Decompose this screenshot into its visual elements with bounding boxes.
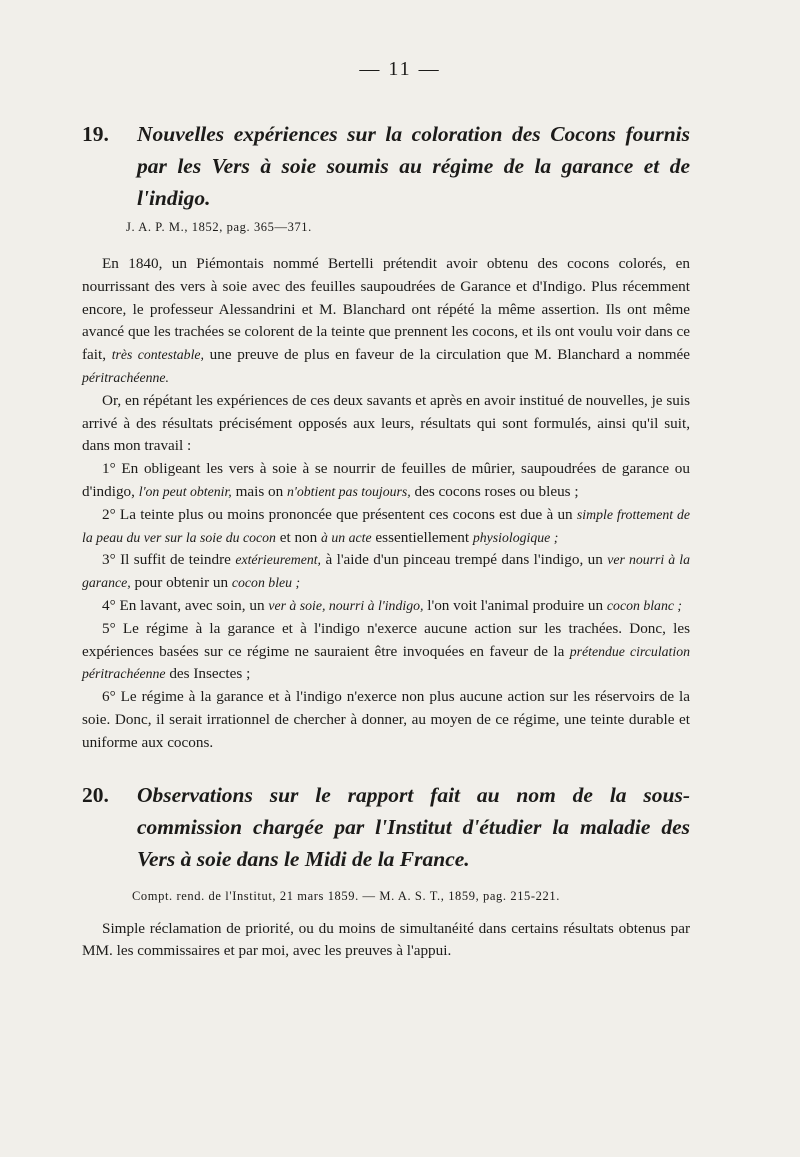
item2-italic-3: physiologique ; <box>472 529 559 545</box>
item5-text: 5° Le régime à la garance et à l'indigo n'exerce aucune action sur les trachées. Donc, les expériences basées sur ce régime ne sauraient être invoquées en faveur de la <box>82 619 690 660</box>
item4-italic: ver à soie, nourri à l'indigo, <box>268 597 424 613</box>
section-20-heading <box>82 779 690 875</box>
section-19-number: 19. <box>82 122 109 146</box>
para1-text: En 1840, un Piémontais nommé Bertelli prétendit avoir obtenu des cocons colorés, en nourrissant des vers à soie avec des feuilles saupoudrées de Garance et d'Indigo. Plus récemment encore, le professeur Alessandrini et M. Blanchard ont répété la même assertion. Ils ont même avancé que les trachées se colorent de la teinte que prennent les cocons, et ils ont voulu voir dans ce fait, <box>82 255 690 364</box>
page-content <box>82 118 690 963</box>
item3-text-2: à l'aide d'un pinceau trempé dans l'indigo, un <box>325 551 603 569</box>
item3-text-3: pour obtenir un <box>134 574 229 592</box>
item3-text: 3° Il suffit de teindre <box>102 551 231 569</box>
item4-text-2: l'on voit l'animal produire un <box>427 596 604 614</box>
item1-text-3: des cocons roses ou bleus ; <box>414 482 579 500</box>
item3-italic-2: ver nourri à la garance, <box>82 552 691 591</box>
item3-italic: extérieurement, <box>235 552 322 568</box>
para1-italic-2: péritrachéenne. <box>82 369 169 385</box>
item2-text-3: essentiellement <box>375 528 470 546</box>
page-number: — 11 — <box>359 58 441 80</box>
item1-italic-2: n'obtient pas toujours, <box>287 483 411 499</box>
item1-text-2: mais on <box>235 482 284 500</box>
item5-text-2: des Insectes ; <box>169 665 251 683</box>
item4-italic-2: cocon blanc ; <box>606 597 683 613</box>
section-20-reference: Compt. rend. de l'Institut, 21 mars 1859. — M. A. S. T., 1859, pag. 215-221. <box>132 888 560 903</box>
item3-italic-3: cocon bleu ; <box>231 575 301 591</box>
list-item-5 <box>82 618 690 686</box>
item2-text-2: et non <box>279 528 318 546</box>
section-20-paragraph: Simple réclamation de priorité, ou du moins de simultanéité dans certains résultats obtenus par MM. les commissaires et par moi, avec les preuves à l'appui. <box>82 919 690 960</box>
item1-text: 1° En obligeant les vers à soie à se nourrir de feuilles de mûrier, saupoudrées de garance ou d'indigo, <box>82 460 690 500</box>
para1-text-2: une preuve de plus en faveur de la circulation que M. Blanchard a nommée <box>209 346 691 364</box>
section-19-reference: J. A. P. M., 1852, pag. 365—371. <box>126 220 312 234</box>
section-20-title: Observations sur le rapport fait au nom de la sous-commission chargée par l'Institut d'étudier la maladie des Vers à soie dans le Midi de la France. <box>137 782 690 871</box>
item5-italic: prétendue circulation péritrachéenne <box>82 643 691 682</box>
section-19-paragraph-2: Or, en répétant les expériences de ces deux savants et après en avoir institué de nouvelles, je suis arrivé à des résultats précisément opposés aux leurs, résultats qui sont formulés, ainsi qu'il suit, dans mon travail : <box>82 391 690 455</box>
item2-italic: simple frottement de la peau du ver sur la soie du cocon <box>82 506 690 545</box>
item4-text: 4° En lavant, avec soin, un <box>102 596 265 614</box>
list-item-6: 6° Le régime à la garance et à l'indigo n'exerce non plus aucune action sur les réservoirs de la soie. Donc, il serait irrationnel de chercher à donner, au moyen de ce régime, une teinte durable et uniforme aux cocons. <box>82 688 690 751</box>
section-19-heading <box>82 118 690 214</box>
list-item-1 <box>82 458 690 504</box>
section-20-number: 20. <box>82 782 109 807</box>
list-item-3 <box>82 549 690 595</box>
para1-italic: très contestable, <box>111 347 204 363</box>
item2-italic-2: à un acte <box>321 529 372 545</box>
list-item-4 <box>82 595 690 618</box>
section-19-paragraph-1 <box>82 253 690 390</box>
item1-italic: l'on peut obtenir, <box>138 483 232 499</box>
list-item-2 <box>82 504 690 550</box>
section-19-title: Nouvelles expériences sur la coloration des Cocons fournis par les Vers à soie soumis au régime de la garance et de l'indigo. <box>137 122 690 210</box>
item2-text: 2° La teinte plus ou moins prononcée que présentent ces cocons est due à un <box>102 505 573 523</box>
